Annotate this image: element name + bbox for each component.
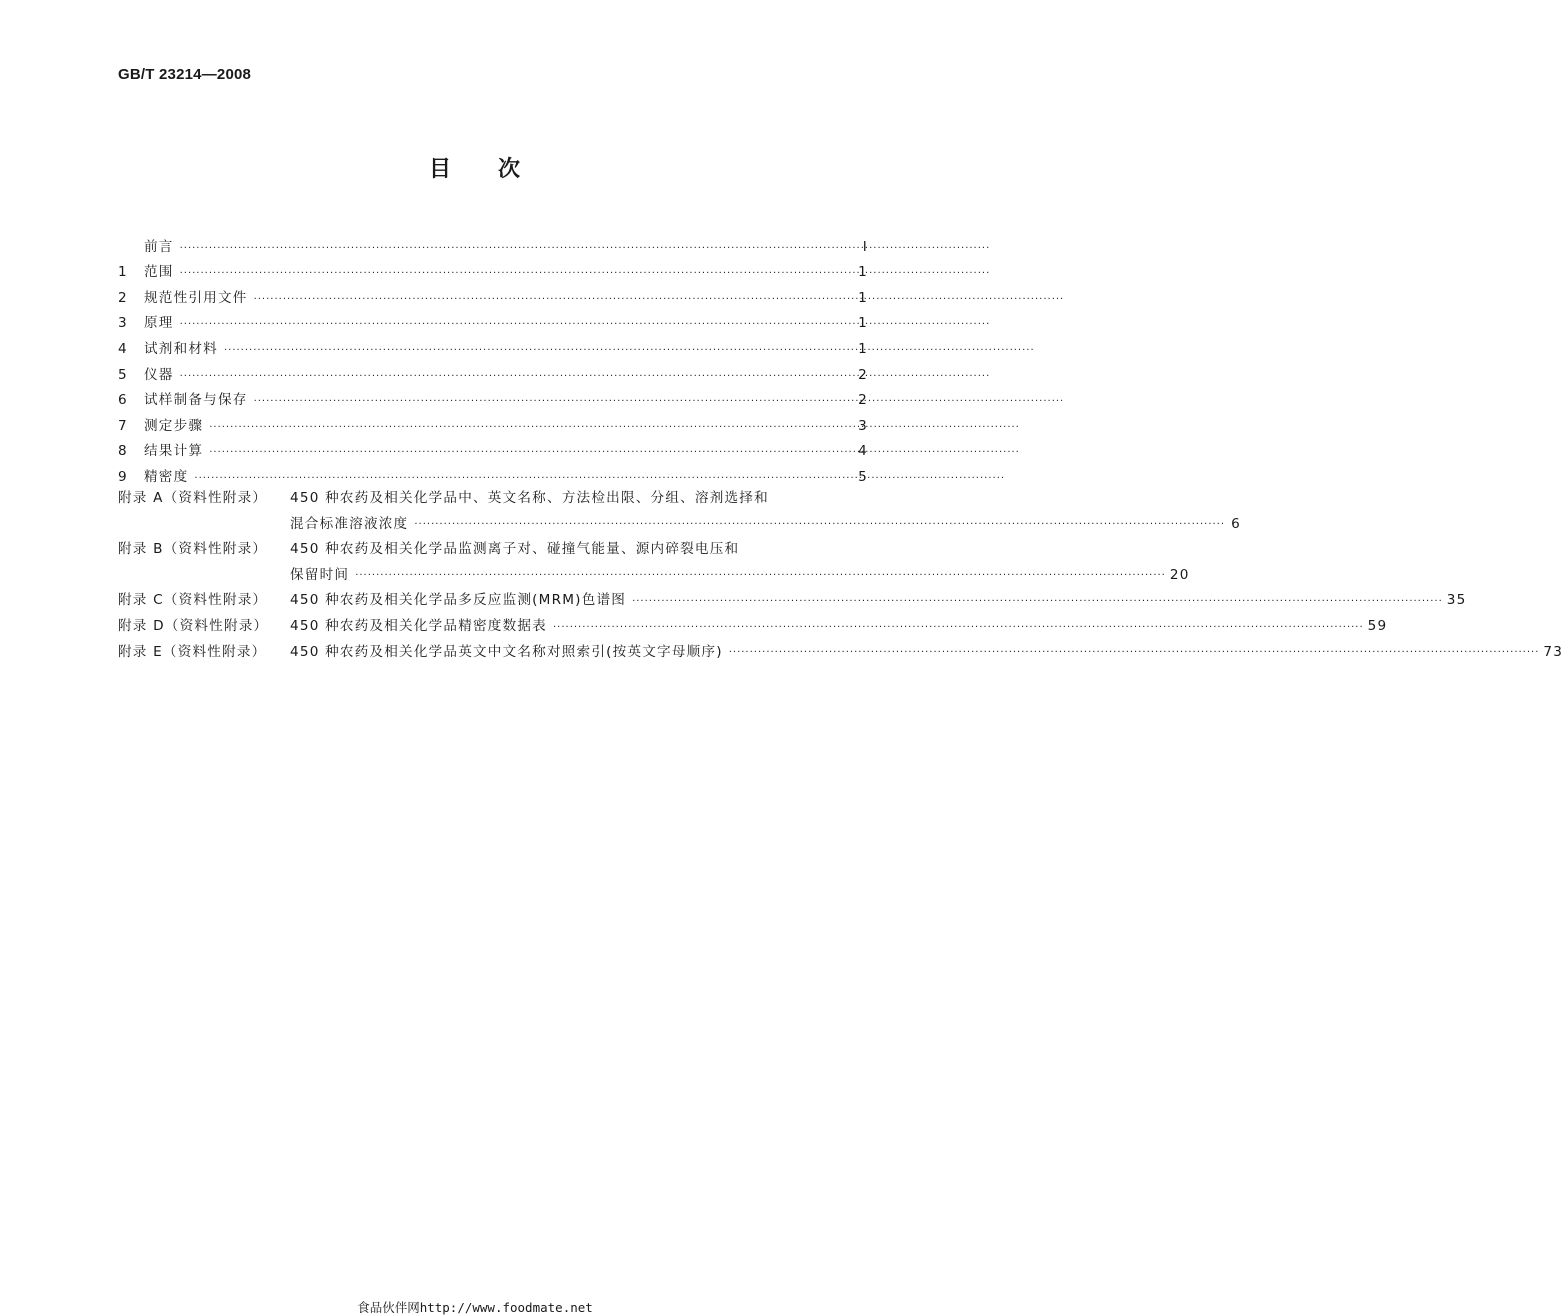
annex-prefix: 附录 E（资料性附录） [118, 643, 267, 660]
toc-annex-entry[interactable] [118, 588, 1467, 614]
toc-entry-number: 2 [118, 289, 128, 306]
toc-annex-entry[interactable] [118, 614, 1388, 640]
annex-title-line: 450 种农药及相关化学品多反应监测(MRM)色谱图 [290, 592, 627, 609]
toc-entry-page: 1 [858, 340, 868, 357]
toc-entry-page: 5 [858, 468, 868, 485]
toc-entry[interactable] [118, 409, 868, 435]
toc-entry-label: 试剂和材料 [144, 340, 218, 357]
toc-entry[interactable] [118, 256, 868, 282]
page-title [0, 152, 950, 183]
leader-dots [553, 621, 1364, 640]
leader-dots [180, 267, 852, 281]
toc-entry-page: 3 [858, 417, 868, 434]
toc-entry-label: 原理 [144, 315, 174, 332]
toc-entry-number: 9 [118, 468, 128, 485]
toc-entry[interactable] [118, 460, 868, 486]
annex-page: 6 [1231, 515, 1242, 532]
title-char-2: 次 [498, 157, 522, 182]
toc-entry-label: 精密度 [144, 468, 189, 485]
leader-dots [209, 446, 852, 460]
annex-title-line: 450 种农药及相关化学品中、英文名称、方法检出限、分组、溶剂选择和 [290, 489, 769, 506]
annex-page: 20 [1169, 566, 1190, 583]
toc-entry-page: 1 [858, 264, 868, 281]
footer-watermark: 食品伙伴网http://www.foodmate.net [357, 1300, 593, 1315]
annex-page: 59 [1367, 617, 1388, 634]
annex-title-line: 450 种农药及相关化学品精密度数据表 [290, 617, 547, 634]
title-char-1: 目 [428, 157, 452, 182]
toc-entry-page: 4 [858, 443, 868, 460]
annex-prefix: 附录 D（资料性附录） [118, 617, 269, 634]
annex-title-line: 450 种农药及相关化学品监测离子对、碰撞气能量、源内碎裂电压和 [290, 541, 740, 558]
toc-entry[interactable] [118, 358, 868, 384]
toc-entry-number: 5 [118, 366, 128, 383]
toc-annex-entry[interactable] [118, 486, 1242, 537]
annex-prefix: 附录 B（资料性附录） [118, 541, 268, 558]
standard-number: GB/T 23214—2008 [118, 66, 252, 83]
leader-dots [729, 646, 1540, 665]
annex-title-line: 450 种农药及相关化学品英文中文名称对照索引(按英文字母顺序) [290, 643, 723, 660]
leader-dots [414, 518, 1225, 537]
toc-entry-label: 规范性引用文件 [144, 289, 248, 306]
leader-dots [209, 421, 852, 435]
leader-dots [180, 242, 852, 256]
toc-entry-number: 7 [118, 417, 128, 434]
toc-annex-entry[interactable] [118, 537, 1190, 588]
toc-entry-label: 范围 [144, 264, 174, 281]
toc-entry-page: I [862, 238, 868, 255]
toc-entry[interactable] [118, 332, 868, 358]
toc-entry-number: 6 [118, 392, 128, 409]
toc-entry-number: 8 [118, 443, 128, 460]
leader-dots [355, 569, 1166, 588]
toc-entry-number: 1 [118, 264, 128, 281]
leader-dots [180, 318, 852, 332]
toc-entry-label: 前言 [144, 238, 174, 255]
toc-entry[interactable] [118, 307, 868, 333]
toc-entry[interactable] [118, 281, 868, 307]
toc-entry-page: 2 [858, 392, 868, 409]
toc-entry[interactable] [118, 435, 868, 461]
leader-dots [224, 344, 852, 358]
annex-prefix: 附录 A（资料性附录） [118, 489, 268, 506]
table-of-contents [118, 230, 1563, 665]
toc-annex-entry[interactable] [118, 640, 1563, 666]
toc-entry-label: 测定步骤 [144, 417, 204, 434]
toc-entry-page: 1 [858, 289, 868, 306]
annex-title-line: 保留时间 [290, 566, 350, 583]
toc-entry-number: 4 [118, 340, 128, 357]
toc-entry-label: 结果计算 [144, 443, 204, 460]
leader-dots [254, 395, 852, 409]
leader-dots [254, 293, 852, 307]
toc-entry-label: 仪器 [144, 366, 174, 383]
annex-title-line: 混合标准溶液浓度 [290, 515, 409, 532]
annex-prefix: 附录 C（资料性附录） [118, 592, 268, 609]
annex-page: 35 [1446, 592, 1467, 609]
toc-entry-page: 1 [858, 315, 868, 332]
leader-dots [194, 472, 852, 486]
leader-dots [632, 595, 1443, 614]
toc-entry[interactable] [118, 230, 868, 256]
toc-entry-page: 2 [858, 366, 868, 383]
toc-entry[interactable] [118, 384, 868, 410]
leader-dots [180, 370, 852, 384]
toc-entry-label: 试样制备与保存 [144, 392, 248, 409]
annex-page: 73 [1543, 643, 1563, 660]
toc-entry-number: 3 [118, 315, 128, 332]
